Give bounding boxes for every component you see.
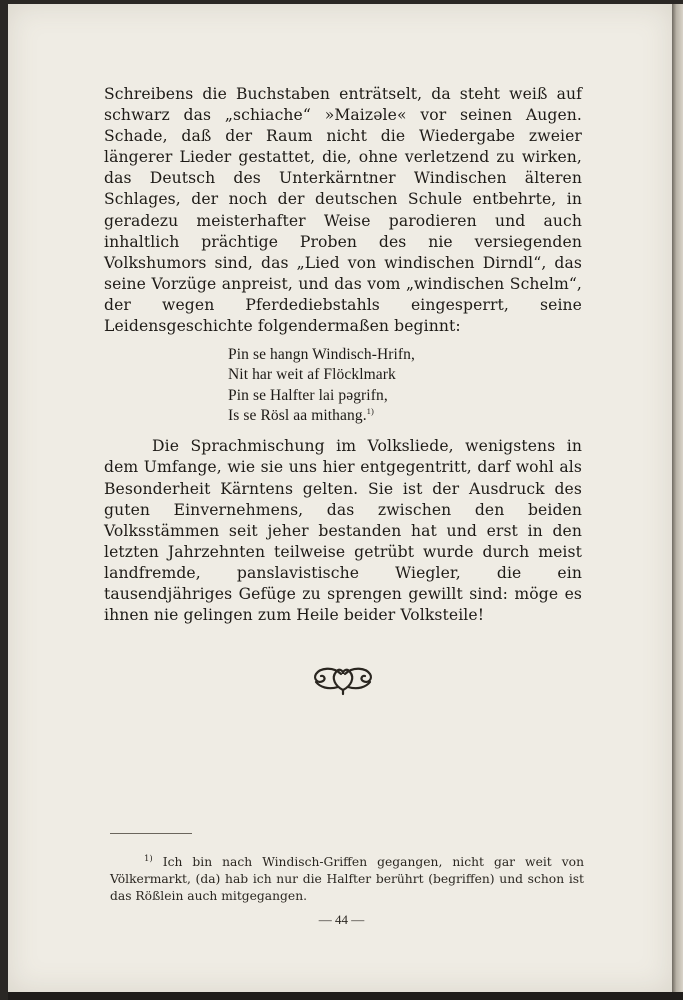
poem-line-2: Nit har weit af Flöcklmark (228, 366, 396, 384)
footnote-number: 1) (144, 853, 153, 864)
ornament-vignette-icon (308, 660, 378, 696)
footnote-marker: 1) (366, 405, 374, 416)
paragraph-2: Die Sprachmischung im Volksliede, wenigstens in dem Umfange, wie sie uns hier entgegentritt, darf wohl als Besonderheit Kärntens gelten. Sie ist der Ausdruck des guten Einvernehmens, das zwischen den beiden Volksstämmen seit jeher bestanden hat und erst in den letzten Jahrzehnten teilweise getrübt wurde durch meist landfremde, panslavistische Wiegler, die ein tausendjähriges Gefüge zu sprengen gewillt sind: möge es ihnen nie gelingen zum Heile beider Volksteile! (104, 437, 582, 625)
main-text (104, 84, 582, 626)
poem-line-1: Pin se hangn Windisch-Hrifn, (228, 346, 416, 364)
poem (228, 345, 582, 426)
footnote-rule (110, 833, 192, 834)
footnote-text: Ich bin nach Windisch-Griffen gegangen, nicht gar weit von Völkermarkt, (da) hab ich nur die Halfter berührt (begriffen) und schon ist das Rößlein auch mitgegangen. (110, 855, 585, 903)
footnote (110, 854, 584, 905)
page-edge (672, 4, 683, 992)
scan-border (8, 992, 683, 1000)
poem-line-4-text: Is se Rösl aa mithang. (228, 407, 367, 425)
poem-line-4 (228, 406, 582, 426)
page-number: — 44 — (318, 912, 365, 927)
paragraph-1: Schreibens die Buchstaben enträtselt, da steht weiß auf schwarz das „schiache“ »Maizəle« vor seinen Augen. Schade, daß der Raum nicht die Wiedergabe zweier längerer Lieder gestattet, die, ohne verletzend zu wirken, das Deutsch des Unterkärntner Windischen älteren Schlages, der noch der deutschen Schule entbehrte, in geradezu meisterhafter Weise parodieren und auch inhaltlich prächtige Proben des nie versiegenden Volkshumors sind, das „Lied von windischen Dirndl“, das seine Vorzüge anpreist, und das vom „windischen Schelm“, der wegen Pferdediebstahls eingesperrt, seine Leidensgeschichte folgendermaßen beginnt: (104, 85, 582, 336)
poem-line-3: Pin se Halfter lai pəgrifn, (228, 386, 388, 404)
